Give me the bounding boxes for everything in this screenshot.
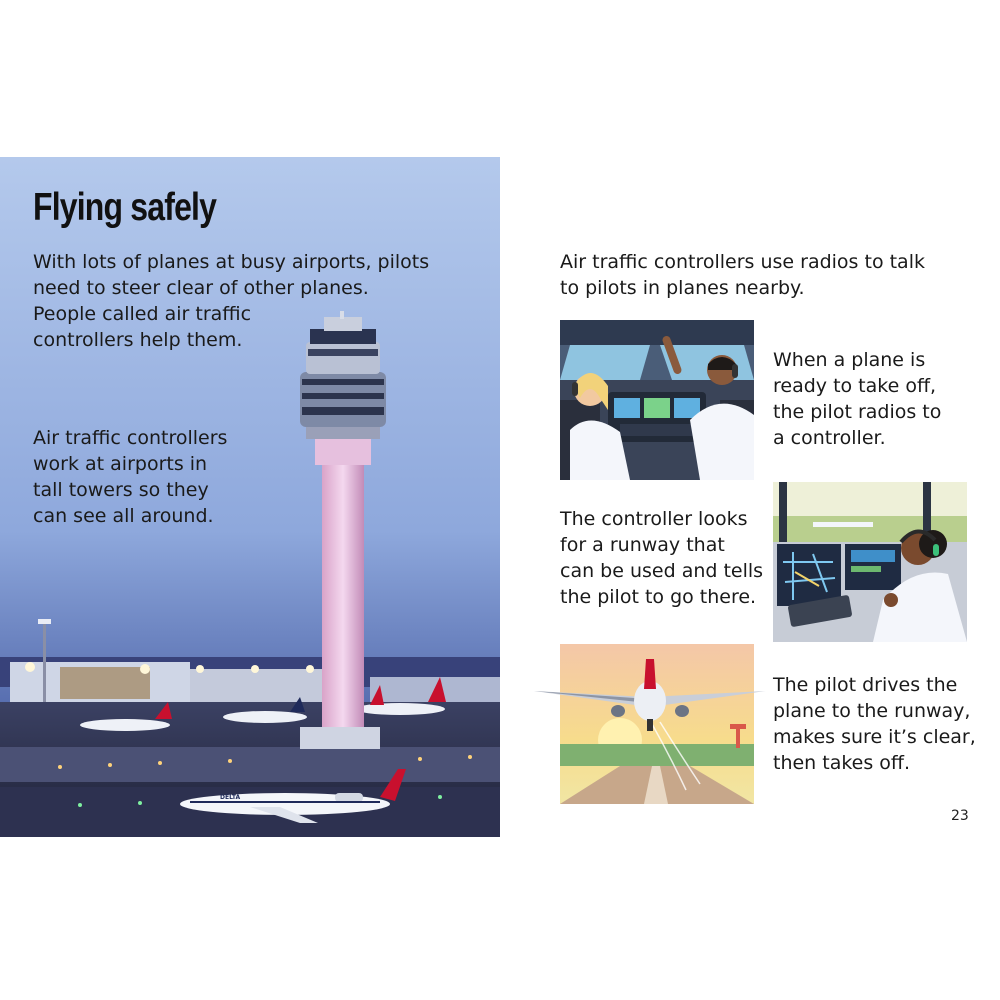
- tower-line: work at airports in: [33, 453, 208, 475]
- intro-line: need to steer clear of other planes.: [33, 277, 369, 299]
- page-title: Flying safely: [33, 186, 217, 229]
- intro-line: With lots of planes at busy airports, pilots: [33, 251, 430, 273]
- intro-line: People called air traffic: [33, 303, 252, 325]
- plane-livery-text: DELTA: [220, 794, 241, 801]
- step3-text: [773, 672, 976, 776]
- page-number: 23: [951, 808, 969, 824]
- tower-text: [33, 425, 227, 529]
- step1-line: the pilot radios to: [773, 401, 942, 423]
- tower-line: Air traffic controllers: [33, 427, 228, 449]
- intro-text: [33, 249, 429, 353]
- step1-line: a controller.: [773, 427, 886, 449]
- step1-text: [773, 347, 941, 451]
- step3-line: The pilot drives the: [773, 674, 958, 696]
- step3-line: then takes off.: [773, 752, 911, 774]
- takeoff-plane: [530, 655, 770, 735]
- step1-line: When a plane is: [773, 349, 926, 371]
- step3-line: makes sure it’s clear,: [773, 726, 976, 748]
- intro-line: controllers help them.: [33, 329, 243, 351]
- tower-line: tall towers so they: [33, 479, 209, 501]
- controller-illustration: [773, 482, 967, 642]
- step2-line: the pilot to go there.: [560, 586, 757, 608]
- radio-text: [560, 249, 925, 301]
- step2-text: [560, 506, 763, 610]
- cockpit-illustration: [560, 320, 754, 480]
- tower-line: can see all around.: [33, 505, 214, 527]
- step2-line: can be used and tells: [560, 560, 764, 582]
- step3-line: plane to the runway,: [773, 700, 971, 722]
- radio-line: to pilots in planes nearby.: [560, 277, 805, 299]
- step2-line: for a runway that: [560, 534, 725, 556]
- step2-line: The controller looks: [560, 508, 748, 530]
- radio-line: Air traffic controllers use radios to talk: [560, 251, 925, 273]
- step1-line: ready to take off,: [773, 375, 937, 397]
